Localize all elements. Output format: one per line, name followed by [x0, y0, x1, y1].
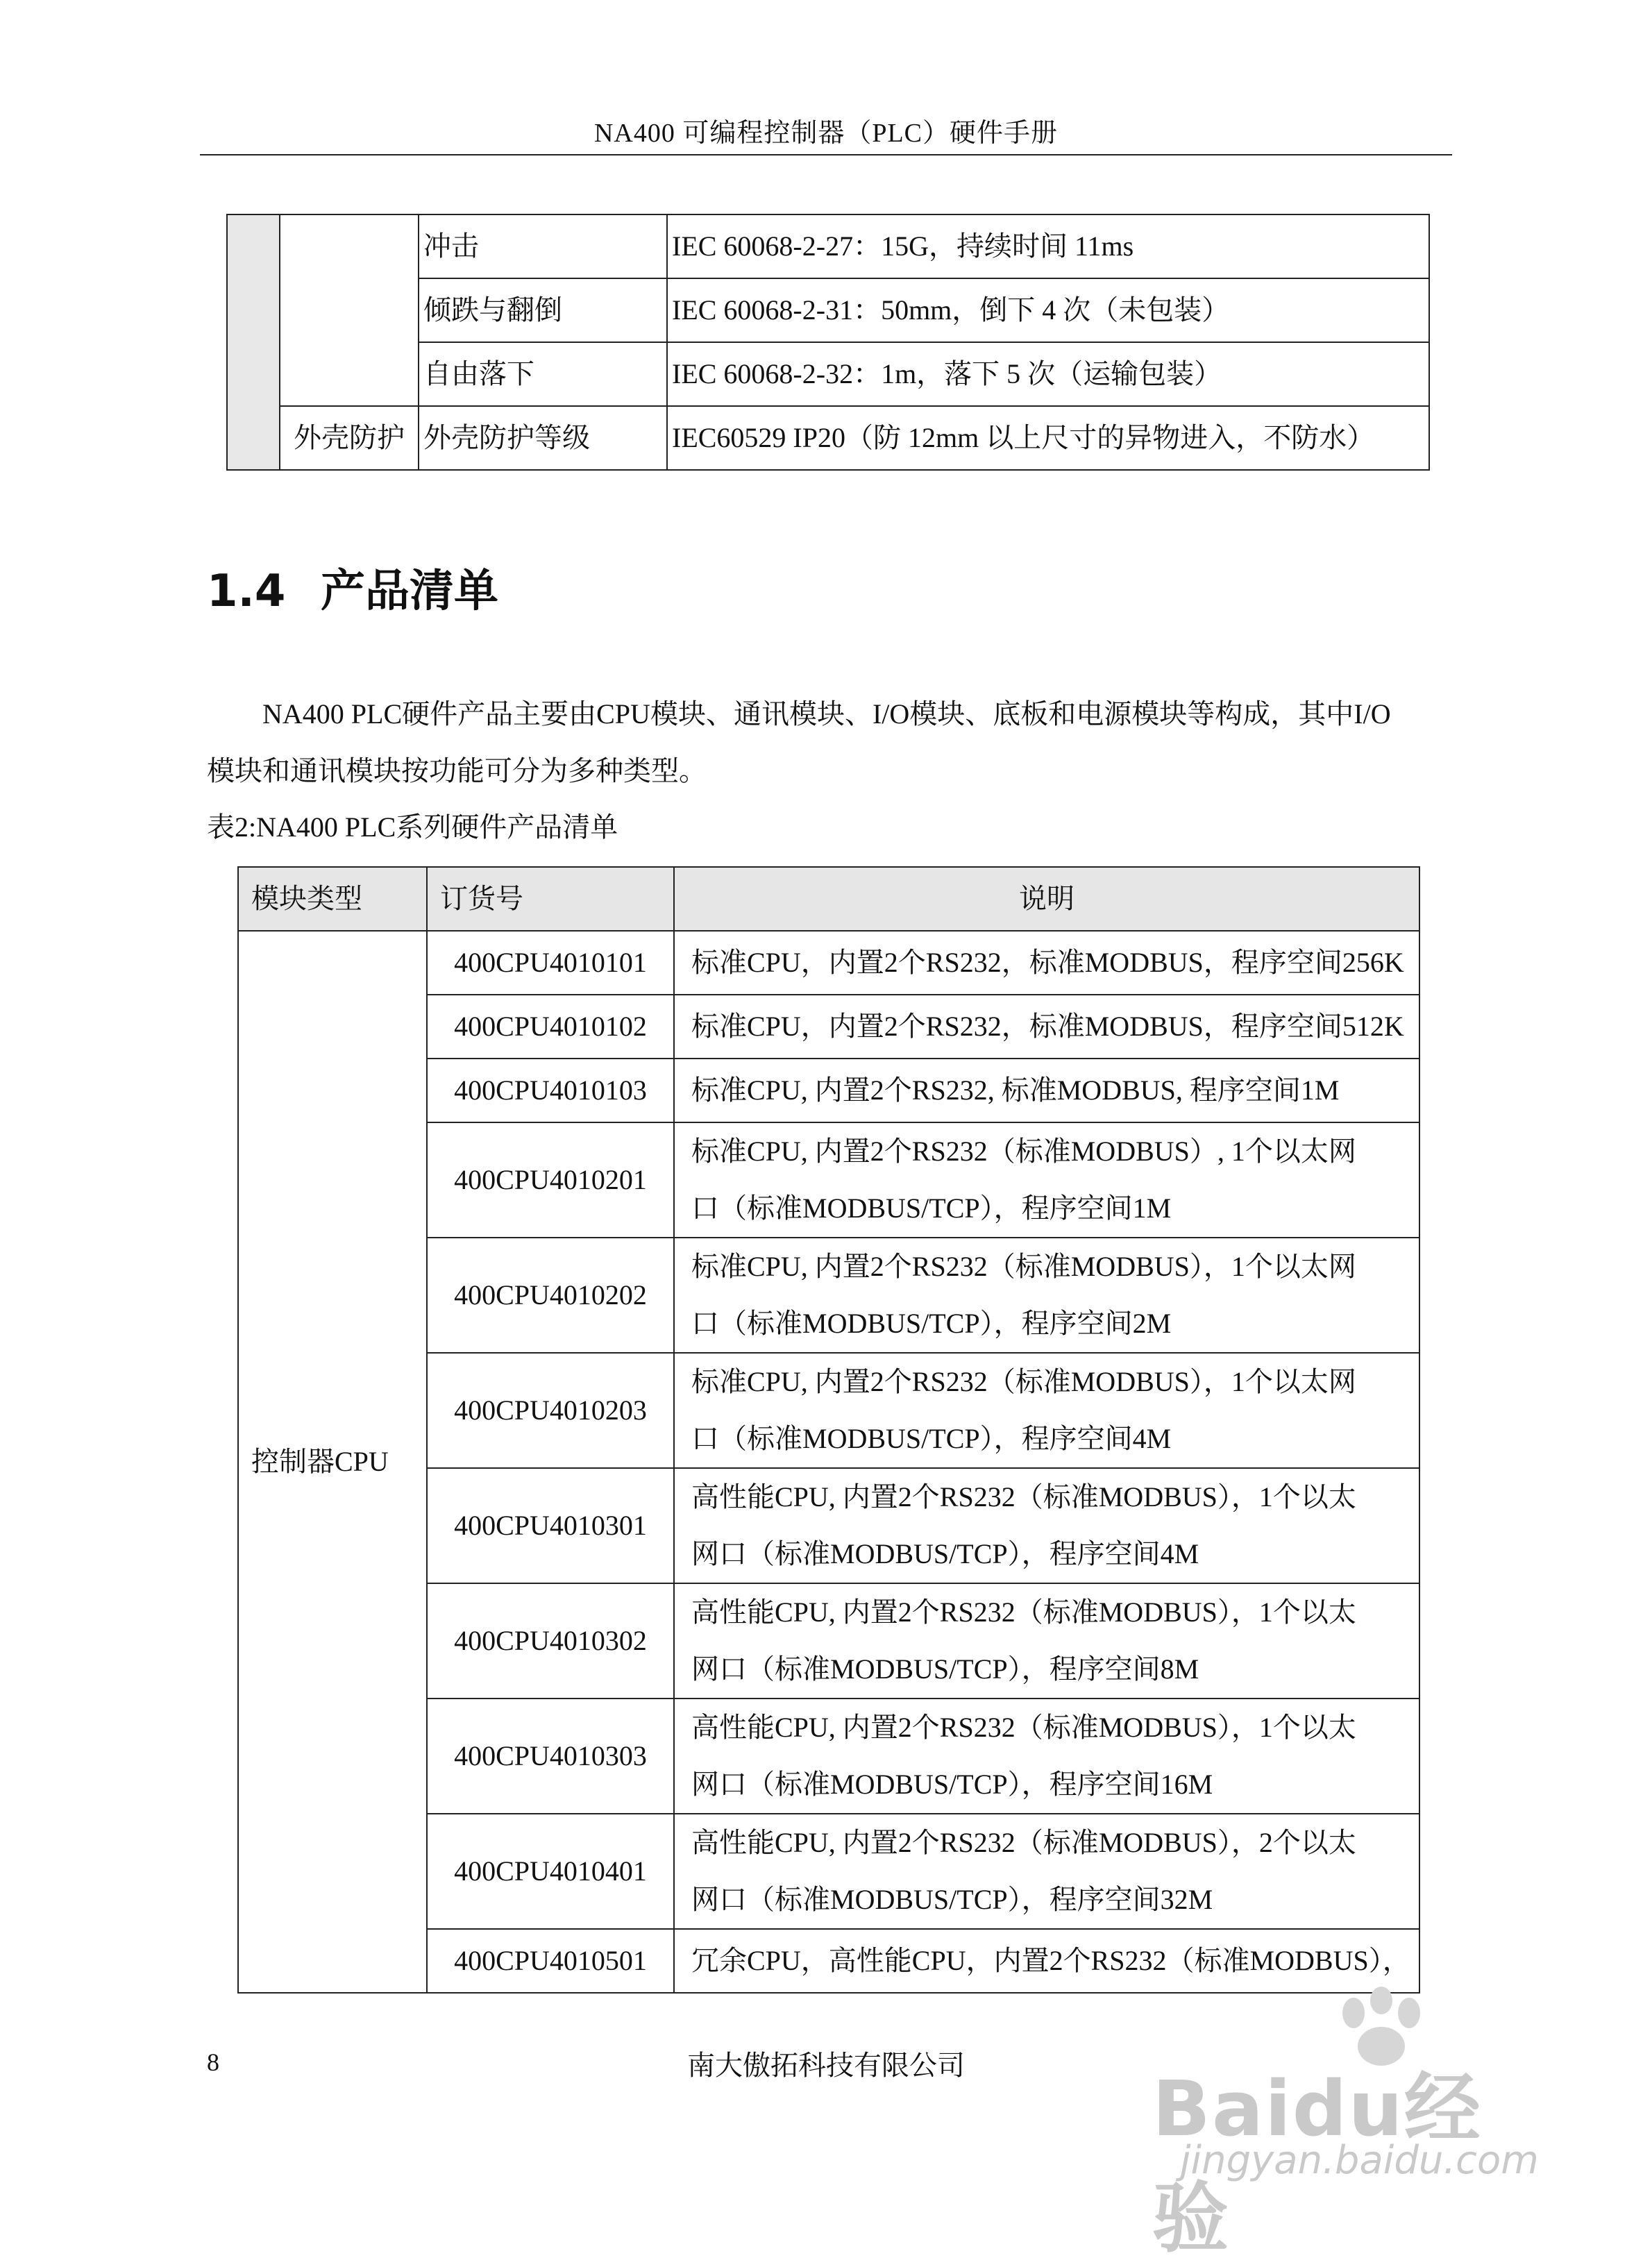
description-line: 口（标准MODBUS/TCP），程序空间2M	[691, 1308, 1172, 1339]
order-number: 400CPU4010302	[427, 1583, 674, 1699]
spec-value: IEC 60068-2-31：50mm，倒下 4 次（未包装）	[667, 278, 1429, 342]
order-number: 400CPU4010203	[427, 1353, 674, 1468]
spec-sub-item: 自由落下	[419, 342, 667, 406]
baidu-jingyan-watermark	[1152, 1985, 1541, 2263]
description-line: 网口（标准MODBUS/TCP），程序空间16M	[691, 1769, 1213, 1800]
description-line: 标准CPU, 内置2个RS232（标准MODBUS），1个以太网	[691, 1251, 1356, 1282]
description-line: 高性能CPU, 内置2个RS232（标准MODBUS），2个以太	[691, 1827, 1356, 1858]
table-row	[227, 406, 1429, 470]
spec-category-cell	[227, 214, 280, 470]
header-divider	[200, 154, 1452, 155]
description	[674, 1468, 1419, 1583]
header-description: 说明	[674, 867, 1419, 931]
product-list-table	[237, 866, 1420, 1994]
description	[674, 1353, 1419, 1468]
description	[674, 1583, 1419, 1699]
spec-group-label: 外壳防护	[280, 406, 419, 470]
spec-value: IEC60529 IP20（防 12mm 以上尺寸的异物进入，不防水）	[667, 406, 1429, 470]
description-line: 网口（标准MODBUS/TCP），程序空间32M	[691, 1884, 1213, 1915]
intro-line-1: NA400 PLC硬件产品主要由CPU模块、通讯模块、I/O模块、底板和电源模块等构成，其中I/O	[262, 698, 1391, 730]
spec-table-continued	[226, 214, 1430, 471]
order-number: 400CPU4010103	[427, 1059, 674, 1122]
section-title: 产品清单	[321, 566, 498, 617]
description	[674, 1122, 1419, 1238]
table-header-row	[238, 867, 1419, 931]
intro-line-2: 模块和通讯模块按功能可分为多种类型。	[207, 755, 707, 786]
description-line: 网口（标准MODBUS/TCP），程序空间4M	[691, 1538, 1199, 1569]
order-number: 400CPU4010101	[427, 931, 674, 995]
intro-paragraph	[207, 686, 1452, 800]
spec-sub-item: 冲击	[419, 214, 667, 278]
description: 标准CPU，内置2个RS232，标准MODBUS，程序空间256K	[674, 931, 1419, 995]
module-type-cpu: 控制器CPU	[238, 931, 427, 1993]
watermark-site: jingyan.baidu.com	[1180, 2138, 1539, 2183]
description: 标准CPU，内置2个RS232，标准MODBUS，程序空间512K	[674, 995, 1419, 1059]
description-line: 高性能CPU, 内置2个RS232（标准MODBUS），1个以太	[691, 1596, 1356, 1628]
description-line: 口（标准MODBUS/TCP），程序空间1M	[691, 1193, 1172, 1224]
section-heading	[207, 555, 498, 619]
description-line: 标准CPU, 内置2个RS232（标准MODBUS）, 1个以太网	[691, 1136, 1356, 1167]
description: 冗余CPU，高性能CPU，内置2个RS232（标准MODBUS），	[674, 1929, 1419, 1993]
watermark-brand: Baidu经验	[1152, 2064, 1482, 2263]
spec-group-cell	[280, 214, 419, 406]
order-number: 400CPU4010303	[427, 1699, 674, 1814]
description-line: 口（标准MODBUS/TCP），程序空间4M	[691, 1423, 1172, 1454]
description	[674, 1814, 1419, 1929]
description	[674, 1699, 1419, 1814]
description-line: 高性能CPU, 内置2个RS232（标准MODBUS），1个以太	[691, 1712, 1356, 1743]
spec-sub-item: 倾跌与翻倒	[419, 278, 667, 342]
description-line: 网口（标准MODBUS/TCP），程序空间8M	[691, 1653, 1199, 1685]
table-caption: 表2:NA400 PLC系列硬件产品清单	[207, 811, 618, 843]
header-order-number: 订货号	[427, 867, 674, 931]
order-number: 400CPU4010401	[427, 1814, 674, 1929]
order-number: 400CPU4010202	[427, 1238, 674, 1353]
description-line: 高性能CPU, 内置2个RS232（标准MODBUS），1个以太	[691, 1481, 1356, 1512]
spec-value: IEC 60068-2-27：15G，持续时间 11ms	[667, 214, 1429, 278]
description	[674, 1238, 1419, 1353]
header-module-type: 模块类型	[238, 867, 427, 931]
page-number: 8	[207, 2048, 219, 2076]
spec-sub-item: 外壳防护等级	[419, 406, 667, 470]
spec-value: IEC 60068-2-32：1m，落下 5 次（运输包装）	[667, 342, 1429, 406]
order-number: 400CPU4010201	[427, 1122, 674, 1238]
description-line: 标准CPU, 内置2个RS232（标准MODBUS），1个以太网	[691, 1366, 1356, 1397]
page-header-title: NA400 可编程控制器（PLC）硬件手册	[593, 119, 1059, 148]
table-row	[227, 214, 1429, 278]
table-row	[238, 931, 1419, 995]
footer-company: 南大傲拓科技有限公司	[687, 2050, 965, 2081]
order-number: 400CPU4010501	[427, 1929, 674, 1993]
order-number: 400CPU4010102	[427, 995, 674, 1059]
order-number: 400CPU4010301	[427, 1468, 674, 1583]
description: 标准CPU, 内置2个RS232, 标准MODBUS, 程序空间1M	[674, 1059, 1419, 1122]
section-number: 1.4	[207, 566, 286, 617]
